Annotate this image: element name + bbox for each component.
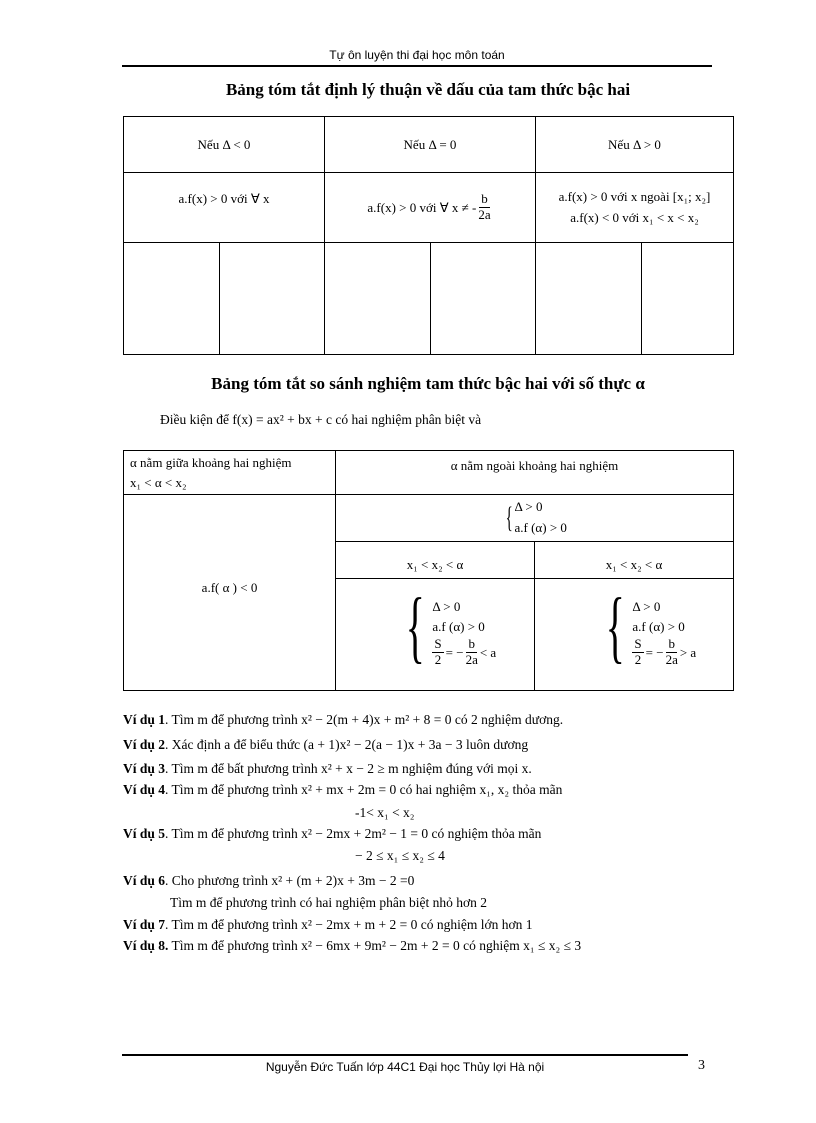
example-label: Ví dụ 4 xyxy=(123,782,166,797)
running-header: Tự ôn luyện thi đại học môn toán xyxy=(329,48,505,62)
example-8 xyxy=(123,938,581,954)
equals-minus: = − xyxy=(445,644,464,660)
sub-system-left xyxy=(396,582,497,671)
fraction-numerator: b xyxy=(481,191,488,207)
system-line: Δ > 0 xyxy=(514,499,543,515)
example-text: . Cho phương trình x² + (m + 2)x + 3m − 2 =0 xyxy=(165,873,415,888)
table1-title: Bảng tóm tắt định lý thuận về dấu của tam thức bậc hai xyxy=(225,80,631,99)
example-label: Ví dụ 5 xyxy=(123,826,166,841)
table2-title: Bảng tóm tắt so sánh nghiệm tam thức bậc hai với số thực α xyxy=(211,374,645,393)
system-line xyxy=(632,637,696,668)
header-delta-negative: Nếu Δ < 0 xyxy=(197,136,251,152)
rule-delta-positive-line1: a.f(x) > 0 với x ngoài [x₁; x₂] xyxy=(558,188,711,204)
fraction-numerator: b xyxy=(468,636,475,652)
system-line: a.f (α) > 0 xyxy=(432,619,485,635)
condition-text: Điều kiện để f(x) = ax² + bx + c có hai nghiệm phân biệt và xyxy=(160,412,482,427)
inequality-tail: > a xyxy=(679,644,697,660)
fraction-numerator: S xyxy=(434,636,442,652)
rule-delta-negative: a.f(x) > 0 với ∀ x xyxy=(178,191,270,206)
rule-delta-zero-text: a.f(x) > 0 với ∀ x ≠ - xyxy=(367,199,477,215)
example-6 xyxy=(123,873,414,889)
example-label: Ví dụ 8. xyxy=(123,938,169,953)
between-roots-rule: a.f( α ) < 0 xyxy=(201,580,258,595)
between-roots-condition: x₁ < α < x₂ xyxy=(130,475,187,490)
example-text: . Tìm m để phương trình x² + mx + 2m = 0 có hai nghiệm x₁, x₂ thỏa mãn xyxy=(165,782,563,797)
fraction-denominator: 2a xyxy=(465,652,478,668)
system-line xyxy=(432,637,496,668)
example-text: . Tìm m để phương trình x² − 2(m + 4)x + m² + 8 = 0 có 2 nghiệm dương. xyxy=(165,712,564,727)
left-brace-icon: { xyxy=(605,582,625,671)
example-2 xyxy=(123,737,528,753)
equals-minus: = − xyxy=(645,644,664,660)
example-label: Ví dụ 7 xyxy=(123,917,166,932)
system-line: a.f (α) > 0 xyxy=(514,520,567,535)
rule-delta-positive xyxy=(536,173,733,242)
example-label: Ví dụ 3 xyxy=(123,761,166,776)
system-line: a.f (α) > 0 xyxy=(632,619,685,635)
example-7 xyxy=(123,917,533,933)
fraction-denominator: 2a xyxy=(478,207,491,222)
between-roots-header xyxy=(130,453,292,493)
example-text: . Tìm m để phương trình x² − 2mx + m + 2 = 0 có nghiệm lớn hơn 1 xyxy=(165,917,533,932)
left-brace-icon: { xyxy=(405,582,425,671)
example-text: . Xác định a để biểu thức (a + 1)x² − 2(a − 1)x + 3a − 3 luôn dương xyxy=(165,737,529,752)
rule-delta-positive-line2: a.f(x) < 0 với x₁ < x < x₂ xyxy=(570,209,699,225)
footer-rule xyxy=(122,1054,688,1056)
example-text: Tìm m để phương trình x² − 6mx + 9m² − 2m + 2 = 0 có nghiệm x₁ ≤ x₂ ≤ 3 xyxy=(168,938,582,953)
root-comparison-table xyxy=(123,450,734,691)
left-brace-icon: { xyxy=(505,501,513,534)
sub-header-right: x₁ < x₂ < α xyxy=(605,556,663,572)
example-text: . Tìm m để bất phương trình x² + x − 2 ≥ m nghiệm đúng với mọi x. xyxy=(165,761,532,776)
system-line: Δ > 0 xyxy=(432,599,461,614)
fraction-denominator: 2 xyxy=(634,652,642,668)
header-delta-zero: Nếu Δ = 0 xyxy=(403,136,457,152)
example-4 xyxy=(123,782,562,798)
sub-header-left: x₁ < x₂ < α xyxy=(406,556,464,572)
fraction-numerator: b xyxy=(668,636,675,652)
header-rule xyxy=(122,65,712,67)
example-label: Ví dụ 6 xyxy=(123,873,166,888)
outside-roots-system xyxy=(336,495,733,541)
inequality-tail: < a xyxy=(479,644,497,660)
example-6-question: Tìm m để phương trình có hai nghiệm phân biệt nhỏ hơn 2 xyxy=(170,895,488,910)
example-label: Ví dụ 1 xyxy=(123,712,166,727)
example-4-condition: -1< x₁ < x₂ xyxy=(355,805,415,820)
table1-col-divider xyxy=(641,242,642,354)
header-delta-positive: Nếu Δ > 0 xyxy=(608,136,661,152)
fraction-denominator: 2a xyxy=(665,652,678,668)
example-1 xyxy=(123,712,563,728)
page-number: 3 xyxy=(698,1058,705,1073)
system-line: Δ > 0 xyxy=(632,599,661,614)
footer-author: Nguyễn Đức Tuấn lớp 44C1 Đại học Thủy lợi Hà nội xyxy=(265,1060,545,1074)
sign-theorem-table xyxy=(123,116,734,355)
rule-delta-zero xyxy=(325,173,535,242)
sub-system-right xyxy=(596,582,697,671)
fraction-numerator: S xyxy=(634,636,642,652)
example-3 xyxy=(123,761,532,777)
table1-col-divider xyxy=(430,242,431,354)
table1-col-divider xyxy=(219,242,220,354)
example-label: Ví dụ 2 xyxy=(123,737,166,752)
example-5 xyxy=(123,826,541,842)
example-5-condition: − 2 ≤ x₁ ≤ x₂ ≤ 4 xyxy=(355,848,445,863)
outside-roots-header: α nằm ngoài khoảng hai nghiệm xyxy=(450,458,619,473)
example-text: . Tìm m để phương trình x² − 2mx + 2m² − 1 = 0 có nghiệm thỏa mãn xyxy=(165,826,542,841)
system xyxy=(502,497,567,539)
fraction-b-over-2a xyxy=(478,192,490,223)
between-roots-label: α nằm giữa khoảng hai nghiệm xyxy=(130,455,292,470)
fraction-denominator: 2 xyxy=(434,652,442,668)
